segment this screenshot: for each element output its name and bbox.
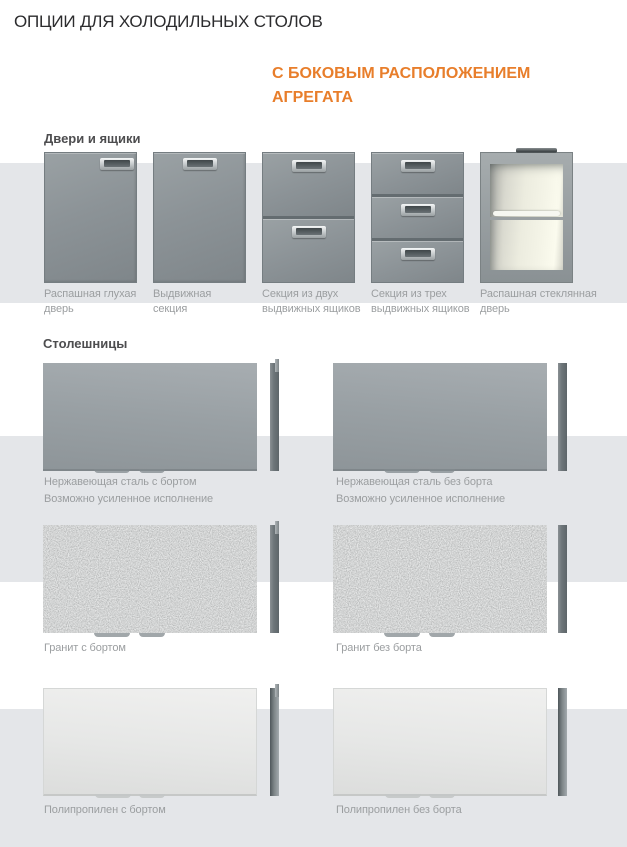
thumb-granite-without-edge [333, 525, 547, 633]
mount-tab [139, 469, 165, 473]
glass-door-divider [490, 217, 563, 220]
drawer-stack [262, 152, 355, 283]
door-handle-slot [104, 160, 130, 167]
top-caption [336, 640, 566, 657]
caption-line: выдвижных ящиков [262, 303, 361, 315]
mount-tab [385, 794, 421, 798]
mount-tab [94, 469, 130, 473]
door-handle [100, 158, 134, 170]
edge-profile-without-edge [558, 688, 567, 796]
top-caption [336, 802, 566, 819]
caption-line: Гранит с бортом [44, 642, 126, 654]
caption-line: Распашная глухая [44, 288, 137, 300]
door-caption [153, 287, 233, 317]
edge-lip [275, 521, 279, 534]
thumb-polypropylene-with-edge [43, 688, 257, 796]
caption-line: выдвижных ящиков [371, 303, 470, 315]
top-caption [44, 474, 274, 508]
door-caption [371, 287, 475, 317]
mount-tab [429, 633, 455, 637]
drawer [263, 153, 354, 216]
drawer-handle-slot [296, 162, 322, 169]
doors-section-heading: Двери и ящики [44, 131, 141, 146]
glass-door-shelf [493, 211, 560, 216]
edge-lip [275, 684, 279, 697]
caption-line: Гранит без борта [336, 642, 422, 654]
drawer [372, 241, 463, 282]
mount-tab [384, 469, 420, 473]
drawer-handle [401, 204, 435, 216]
mount-tab [139, 633, 165, 637]
edge-profile-with-edge [270, 363, 279, 471]
door-caption [480, 287, 612, 317]
thumb-stainless-without-edge [333, 363, 547, 471]
edge-lip [275, 359, 279, 372]
top-caption [44, 640, 274, 657]
caption-line: Нержавеющая сталь с бортом [44, 476, 197, 488]
mount-tab [94, 633, 130, 637]
drawer-handle-slot [405, 162, 431, 169]
caption-line: дверь [44, 303, 74, 315]
caption-line: Нержавеющая сталь без борта [336, 476, 493, 488]
edge-profile-with-edge [270, 688, 279, 796]
drawer-handle-slot [405, 206, 431, 213]
drawer-handle [292, 160, 326, 172]
door-panel [44, 152, 137, 283]
mount-tab [429, 794, 455, 798]
caption-line: Распашная стеклянная [480, 288, 597, 300]
thumb-pullout-section [153, 152, 246, 283]
drawer-stack [371, 152, 464, 283]
mount-tab [429, 469, 455, 473]
caption-line: дверь [480, 303, 510, 315]
caption-line: секция [153, 303, 188, 315]
caption-line: Выдвижная [153, 288, 212, 300]
caption-line: Возможно усиленное исполнение [44, 493, 214, 505]
subtitle-line: АГРЕГАТА [272, 89, 354, 106]
caption-line: Секция из трех [371, 288, 447, 300]
door-caption [44, 287, 148, 317]
mount-tab [139, 794, 165, 798]
mount-tab [95, 794, 131, 798]
thumb-polypropylene-without-edge [333, 688, 547, 796]
edge-profile-without-edge [558, 525, 567, 633]
thumb-granite-with-edge [43, 525, 257, 633]
edge-profile-without-edge [558, 363, 567, 471]
caption-line: Секция из двух [262, 288, 339, 300]
glass-door-glass [490, 164, 563, 270]
drawer [372, 197, 463, 238]
page-title: ОПЦИИ ДЛЯ ХОЛОДИЛЬНЫХ СТОЛОВ [14, 12, 323, 31]
section-subtitle [272, 62, 530, 110]
thumb-stainless-with-edge [43, 363, 257, 471]
drawer-handle [292, 226, 326, 238]
door-handle [183, 158, 217, 170]
thumb-hinged-solid-door [44, 152, 137, 283]
door-caption [262, 287, 362, 317]
glass-door-frame [480, 152, 573, 283]
door-panel [153, 152, 246, 283]
door-handle-slot [187, 160, 213, 167]
drawer [263, 219, 354, 282]
top-caption [44, 802, 274, 819]
drawer-handle [401, 160, 435, 172]
drawer-handle [401, 248, 435, 260]
edge-profile-with-edge [270, 525, 279, 633]
glass-door-handle [516, 148, 557, 153]
drawer-handle-slot [405, 250, 431, 257]
thumb-two-drawer-section [262, 152, 355, 283]
mount-tab [384, 633, 420, 637]
tops-section-heading: Столешницы [43, 336, 128, 351]
top-caption [336, 474, 566, 508]
thumb-three-drawer-section [371, 152, 464, 283]
drawer [372, 153, 463, 194]
subtitle-line: С БОКОВЫМ РАСПОЛОЖЕНИЕМ [272, 65, 531, 82]
drawer-handle-slot [296, 228, 322, 235]
caption-line: Возможно усиленное исполнение [336, 493, 506, 505]
caption-line: Полипропилен без борта [336, 804, 462, 816]
thumb-hinged-glass-door [480, 152, 573, 283]
caption-line: Полипропилен с бортом [44, 804, 166, 816]
